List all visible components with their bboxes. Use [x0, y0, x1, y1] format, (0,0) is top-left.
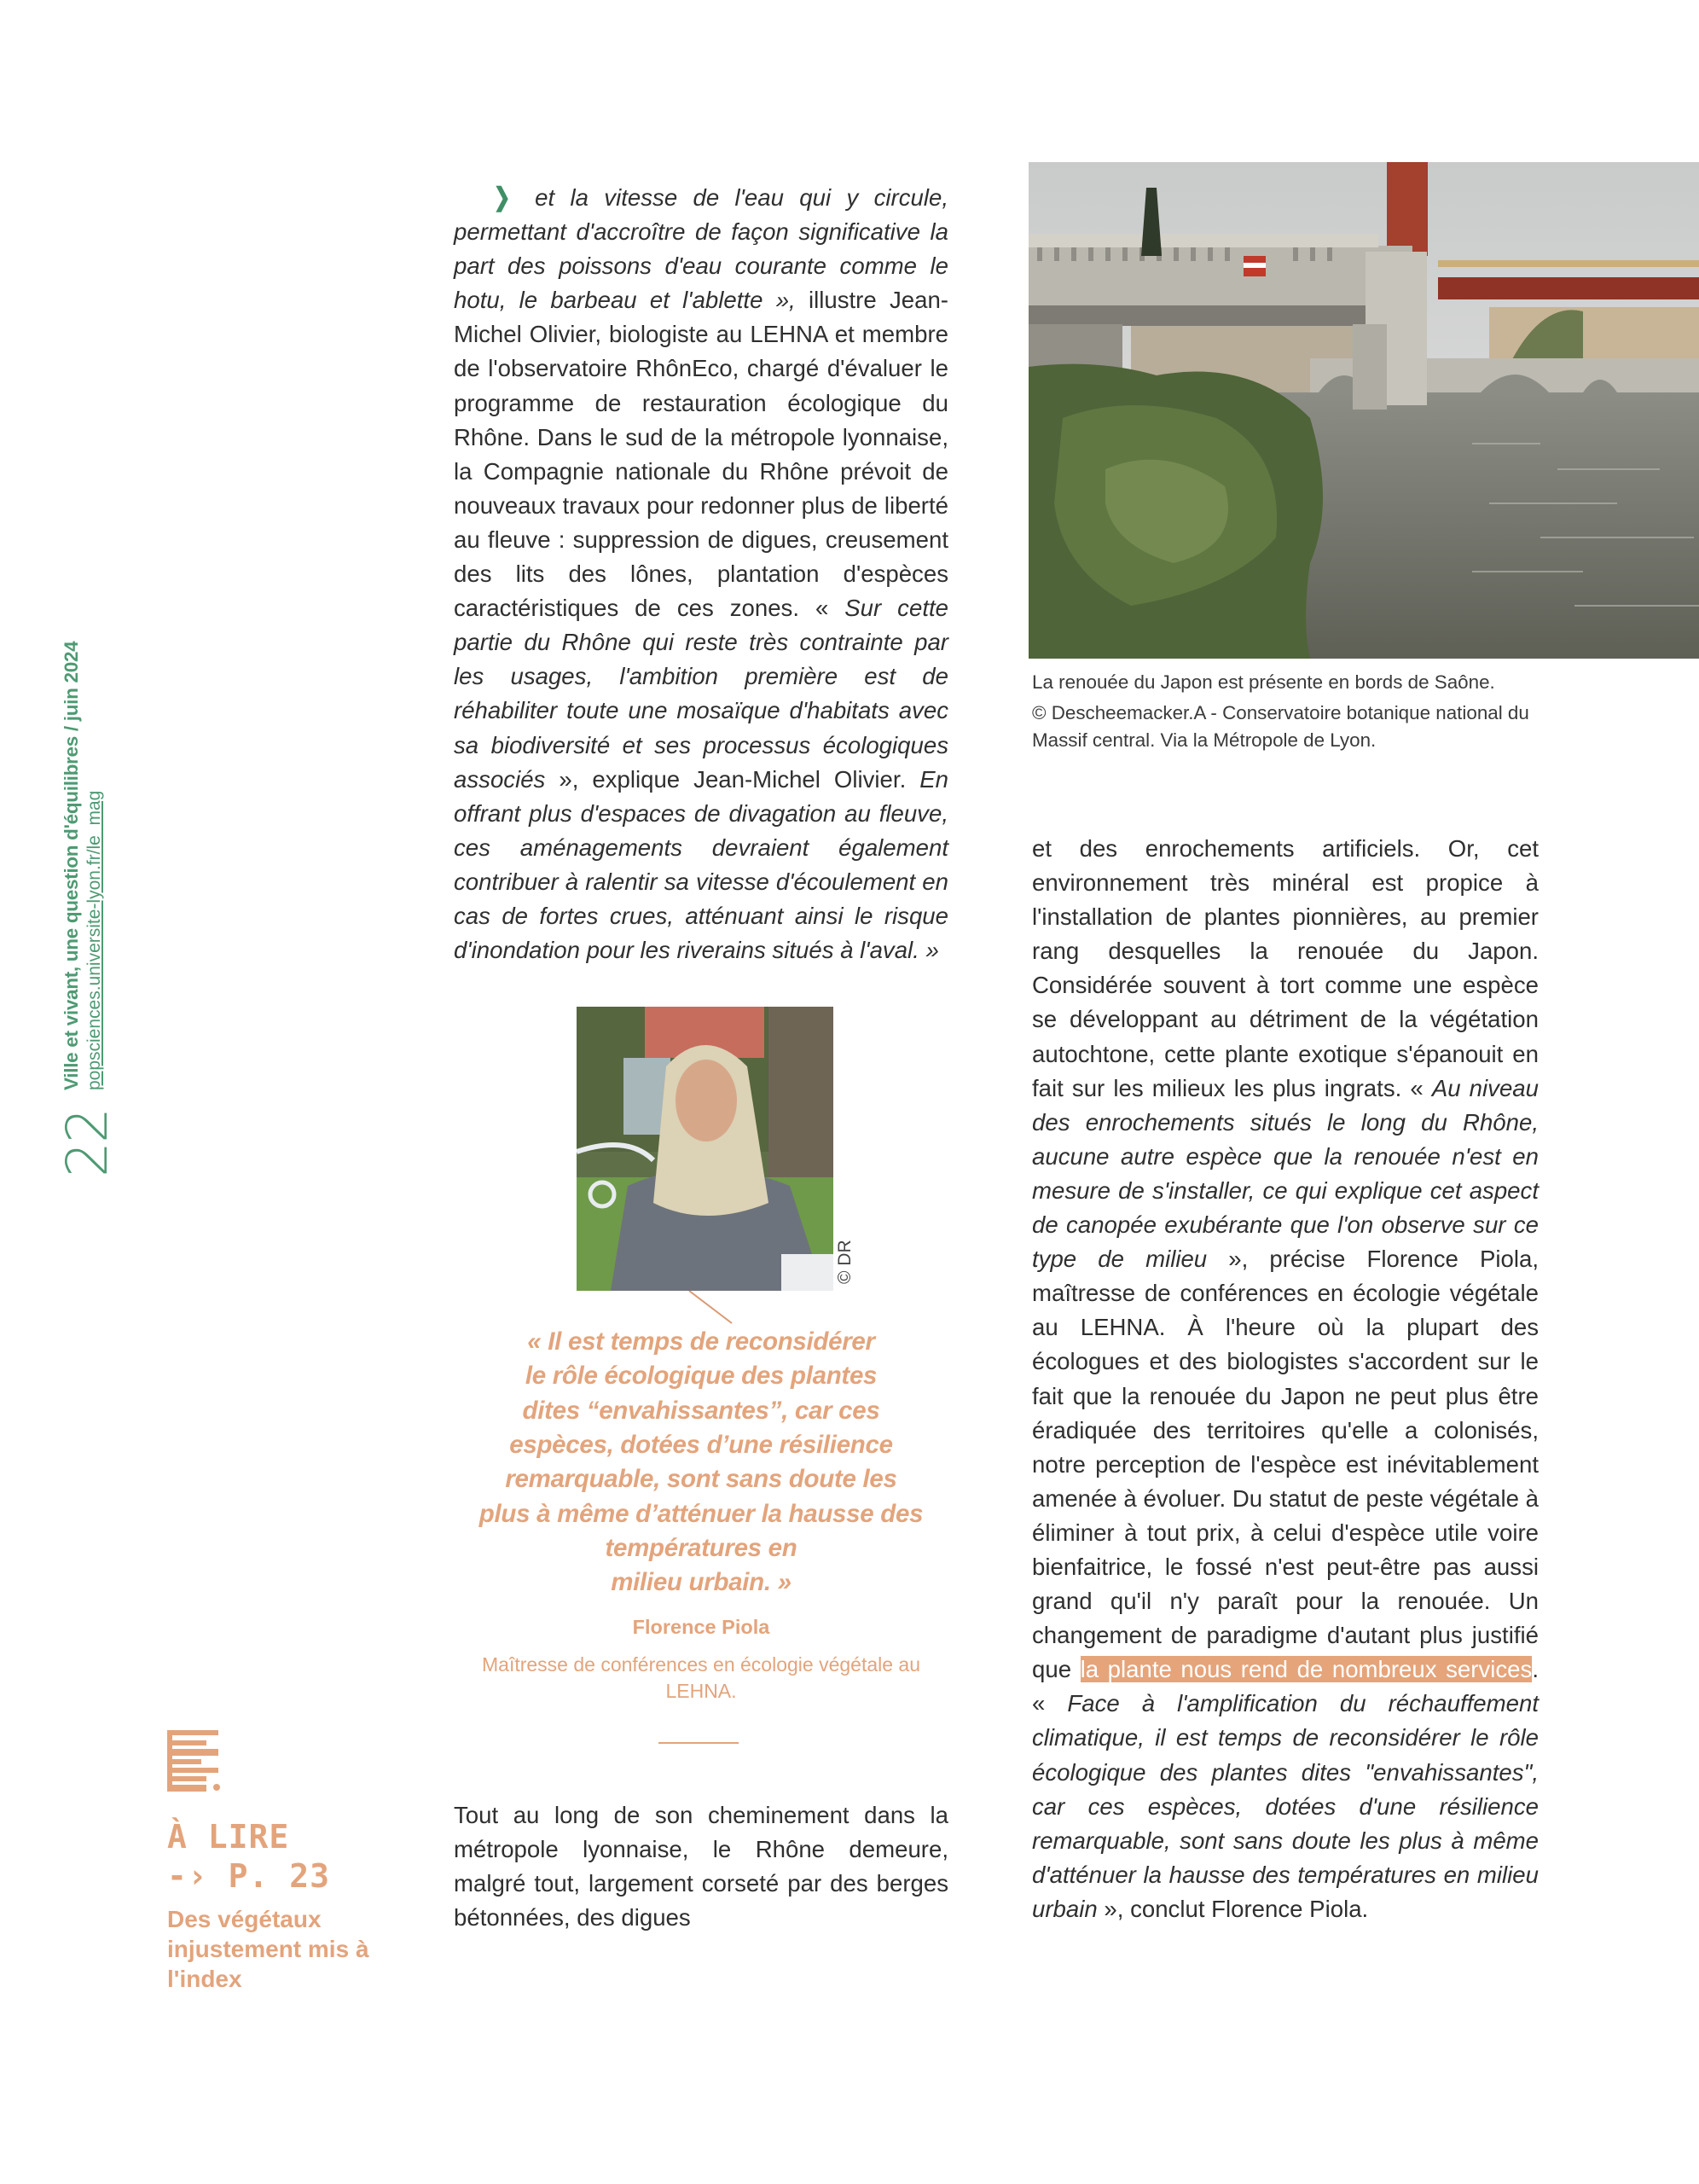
publication-url-link[interactable]: popsciences.universite-lyon.fr/le_mag — [84, 790, 104, 1091]
quote-leader-line — [454, 1291, 948, 1325]
article-column-2 — [1032, 832, 1539, 1926]
text-segment: En offrant plus d'espaces de divagation au fleuve, ces aménagements devraient également contribuer à ralentir sa vitesse d'écoulement en cas de fortes crues, atténuant ainsi le risque d'inondation pour les riverains situés à l'aval. » — [454, 765, 948, 964]
pull-quote-line: plus à même d’atténuer la hausse des — [478, 1499, 924, 1528]
read-more-page-ref[interactable]: -› P. 23 — [167, 1857, 331, 1895]
portrait-credit: © DR — [835, 1240, 855, 1285]
pull-quote-line: espèces, dotées d’une résilience — [509, 1431, 893, 1460]
text-segment: illustre Jean-Michel Olivier, biologiste au LEHNA et membre de l'observatoire RhônEco, chargé d'évaluer le programme de restauration écologique du Rhône. Dans le sud de la métropole lyonnaise, la Compagnie nationale du Rhône prévoit de nouveaux travaux pour redonner plus de liberté au fleuve : suppression de digues, creusement des lits des lônes, plantation d'espèces caractéristiques de ces zones. « — [454, 287, 948, 622]
article-paragraph — [1032, 832, 1539, 1926]
highlighted-text: la plante nous rend de nombreux services — [1080, 1656, 1533, 1683]
portrait-photo — [577, 1007, 833, 1291]
text-segment: », précise Florence Piola, maîtresse de conférences en écologie végétale au LEHNA. À l'heure où la plupart des écologues et des biologistes s'accordent sur le fait que la renouée du Japon ne peut plus être éradiquée des territoires qu'elle a colonisés, notre perception de l'espèce est inévitablement amenée à évoluer. Du statut de peste végétale à éliminer à tout prix, à celui d'espèce utile voire bienfaitrice, le fossé n'est peut-être pas aussi grand qu'il n'y paraît pour la renouée. Un changement de paradigme d'autant plus justifié que — [1032, 1246, 1539, 1683]
pull-quote-line: milieu urbain. » — [611, 1568, 792, 1597]
page-number: 22 — [55, 1109, 120, 1177]
pull-quote-line: températures en — [605, 1533, 797, 1562]
pull-quote-line: remarquable, sont sans doute les — [505, 1465, 897, 1494]
portrait-row — [454, 1007, 948, 1291]
text-segment: », conclut Florence Piola. — [1097, 1895, 1369, 1922]
article-column-1-bottom — [454, 1798, 948, 1935]
text-segment: Face à l'amplification du réchauffement climatique, il est temps de reconsidérer le rôle écologique des plantes dites "envahissantes", car ces espèces, dotées d'une résilience remarquable, sont sans doute les plus à même d'atténuer la hausse des températures en milieu urbain — [1032, 1690, 1539, 1922]
pull-quote-line: dites “envahissantes”, car ces — [522, 1396, 880, 1425]
bridge-image — [1029, 162, 1699, 659]
article-paragraph: Tout au long de son cheminement dans la métropole lyonnaise, le Rhône demeure, malgré tout, largement corseté par des berges bétonnées, des digues — [454, 1801, 948, 1931]
text-segment: et des enrochements artificiels. Or, cet environnement très minéral est propice à l'installation de plantes pionnières, au premier rang desquelles la renouée du Japon. Considérée souvent à tort comme une espèce se développant au détriment de la végétation autochtone, cette plante exotique s'épanouit en fait sur les milieux les plus ingrats. « — [1032, 835, 1539, 1101]
chevron-right-icon: ❯ — [493, 183, 511, 212]
caption-text: La renouée du Japon est présente en bords de Saône. — [1032, 671, 1495, 693]
text-segment: », explique Jean-Michel Olivier. — [545, 765, 920, 793]
bridge-photo — [1029, 162, 1699, 659]
quote-leader — [454, 1291, 948, 1325]
pull-quote-author: Florence Piola — [632, 1615, 770, 1638]
text-segment: . « — [1032, 1656, 1539, 1717]
read-more-title[interactable]: Des végétaux injustement mis à l'index — [167, 1906, 369, 1992]
document-lines-icon — [167, 1730, 223, 1792]
pull-quote-line: le rôle écologique des plantes — [525, 1362, 878, 1391]
article-column-1 — [454, 181, 948, 967]
text-segment: Au niveau des enrochements situés le long du Rhône, aucune autre espèce que la renouée n'est en mesure de s'installer, ce qui explique cet aspect de canopée exubérante que l'on observe sur ce type de milieu — [1032, 1074, 1539, 1273]
text-segment: et la vitesse de l'eau qui y circule, permettant d'accroître de façon significative la part des poissons d'eau courante comme le hotu, le barbeau et l'ablette », — [454, 184, 948, 314]
bridge-photo-caption — [1032, 669, 1561, 754]
article-paragraph — [454, 181, 948, 967]
pull-quote-role: Maîtresse de conférences en écologie végétale au LEHNA. — [482, 1653, 920, 1702]
pull-quote-line: « Il est temps de reconsidérer — [527, 1327, 875, 1356]
publication-title: Ville et vivant, une question d'équilibres / juin 2024 — [60, 641, 82, 1091]
read-more-label: À LIRE — [167, 1818, 290, 1856]
page-sidebar — [44, 631, 121, 1177]
divider-row — [454, 1742, 948, 1744]
left-column — [454, 181, 948, 1935]
caption-credit: © Descheemacker.A - Conservatoire botanique national du Massif central. Via la Métropole de Lyon. — [1032, 702, 1529, 751]
divider — [658, 1742, 739, 1744]
read-more-box[interactable] — [167, 1730, 406, 1994]
portrait-image — [577, 1007, 833, 1291]
pull-quote — [454, 1325, 948, 1600]
text-segment: Sur cette partie du Rhône qui reste très contrainte par les usages, l'ambition première est de réhabiliter toute une mosaïque d'habitats avec sa biodiversité et ses processus écologiques associés — [454, 595, 948, 793]
